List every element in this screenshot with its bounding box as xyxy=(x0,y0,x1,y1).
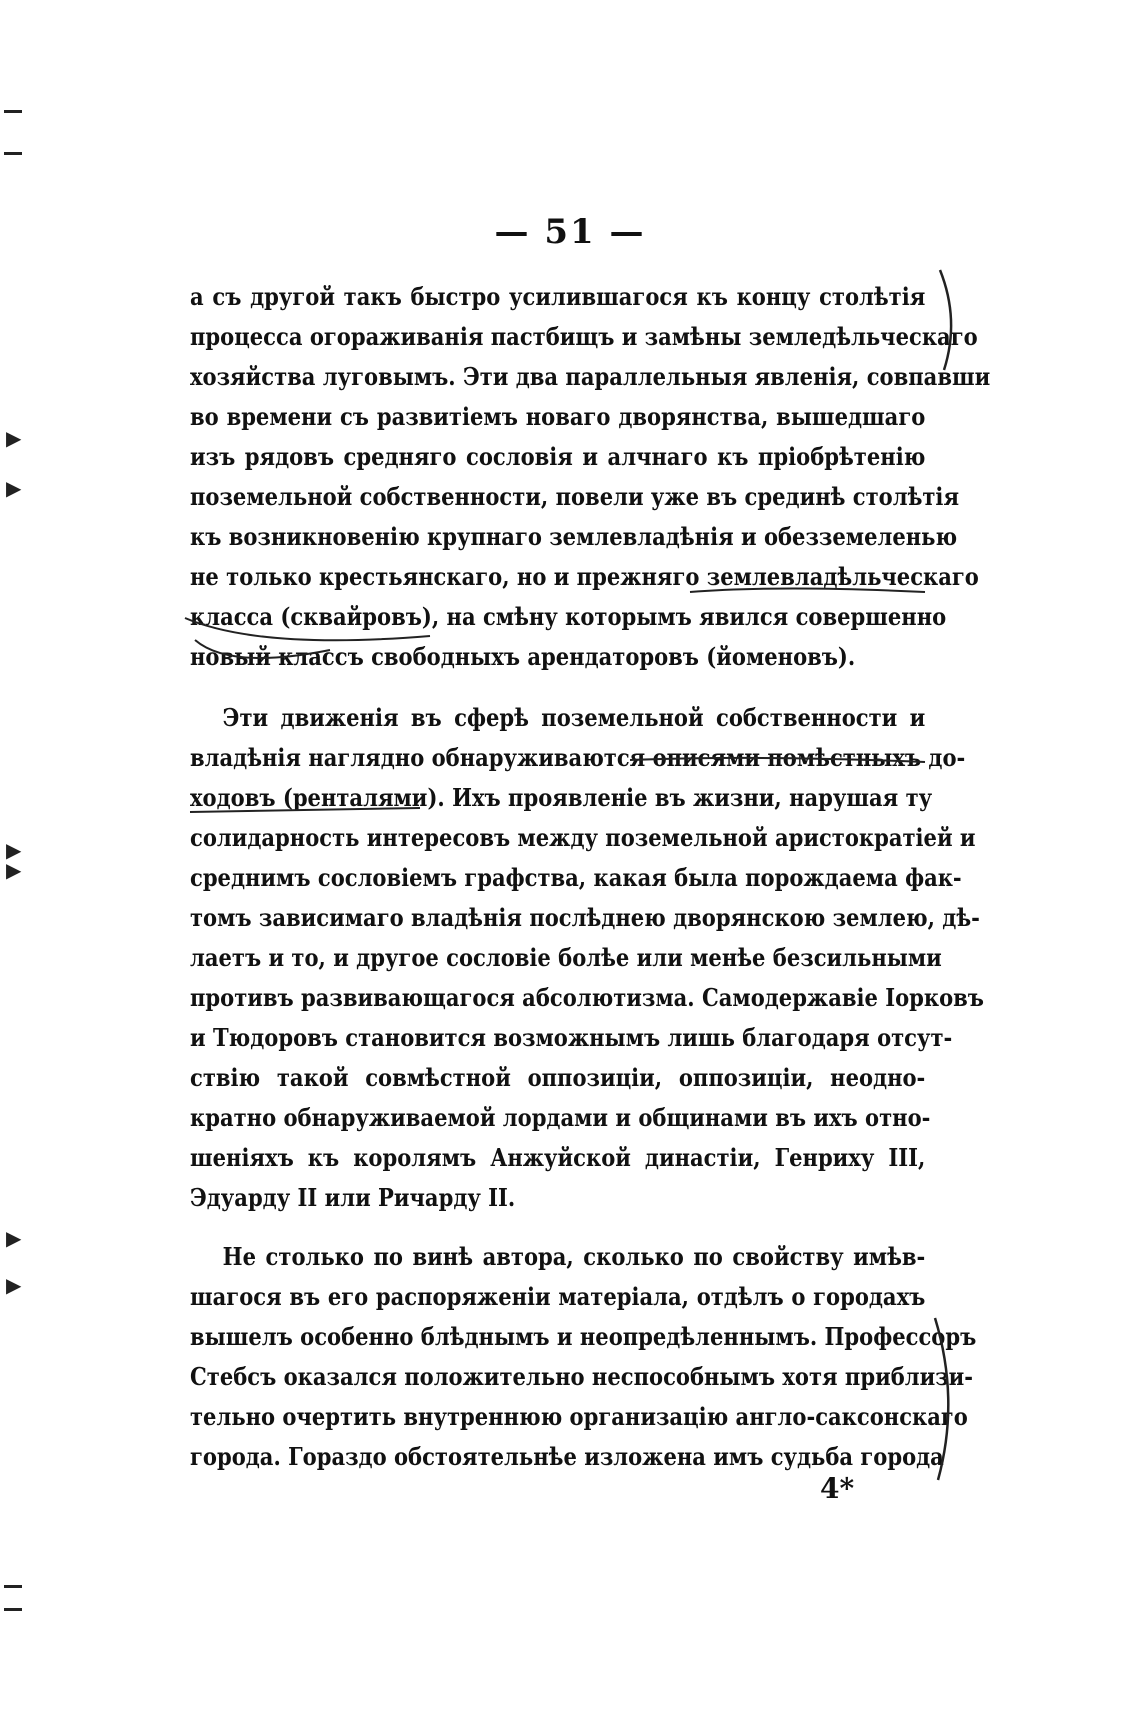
text-line: кратно обнаруживаемой лордами и общинами въ ихъ отно- xyxy=(190,1103,931,1132)
text-line: Эдуарду II или Ричарду II. xyxy=(190,1183,516,1212)
margin-arrow-icon: ▶ xyxy=(6,1226,22,1250)
margin-arrow-icon: ▶ xyxy=(6,838,22,862)
text-line: шеніяхъ къ королямъ Анжуйской династіи, Генриху III, xyxy=(190,1143,926,1172)
text-line: Не столько по винѣ автора, сколько по свойству имѣв- xyxy=(222,1242,926,1271)
text-line: изъ рядовъ средняго сословія и алчнаго къ пріобрѣтенію xyxy=(190,442,926,471)
signature-mark: 4* xyxy=(820,1472,855,1505)
text-line: поземельной собственности, повели уже въ срединѣ столѣтія xyxy=(190,482,960,511)
paragraph-3 xyxy=(190,1237,977,1477)
margin-mark xyxy=(4,1608,22,1611)
text-line: процесса огораживанія пастбищъ и замѣны земледѣльческаго xyxy=(190,322,978,351)
page-number: — 51 — xyxy=(494,212,646,252)
margin-arrow-icon: ▶ xyxy=(6,858,22,882)
text-line: томъ зависимаго владѣнія послѣднею дворянскою землею, дѣ- xyxy=(190,903,980,932)
text-line: хозяйства луговымъ. Эти два параллельныя явленія, совпавши xyxy=(190,362,991,391)
margin-mark xyxy=(4,1585,22,1588)
text-line: ствію такой совмѣстной оппозиціи, оппозиціи, неодно- xyxy=(190,1063,926,1092)
text-line: среднимъ сословіемъ графства, какая была порождаема фак- xyxy=(190,863,962,892)
text-line: ходовъ (ренталями). Ихъ проявленіе въ жизни, нарушая ту xyxy=(190,783,933,812)
text-line: къ возникновенію крупнаго землевладѣнія и обезземеленью xyxy=(190,522,958,551)
paragraph-2 xyxy=(190,698,984,1218)
text-line: города. Гораздо обстоятельнѣе изложена имъ судьба города xyxy=(190,1442,944,1471)
text-line: шагося въ его распоряженіи матеріала, отдѣлъ о городахъ xyxy=(190,1282,926,1311)
paragraph-1 xyxy=(190,277,991,677)
margin-arrow-icon: ▶ xyxy=(6,476,22,500)
text-line: Эти движенія въ сферѣ поземельной собственности и xyxy=(222,703,926,732)
text-line: тельно очертить внутреннюю организацію англо-саксонскаго xyxy=(190,1402,968,1431)
text-line: а съ другой такъ быстро усилившагося къ концу столѣтія xyxy=(190,282,926,311)
text-line: во времени съ развитіемъ новаго дворянства, вышедшаго xyxy=(190,402,926,431)
margin-mark xyxy=(4,152,22,155)
text-line: новый классъ свободныхъ арендаторовъ (йоменовъ). xyxy=(190,642,856,671)
margin-mark xyxy=(4,110,22,113)
text-line: вышелъ особенно блѣднымъ и неопредѣленнымъ. Профессоръ xyxy=(190,1322,977,1351)
margin-arrow-icon: ▶ xyxy=(6,426,22,450)
text-line: лаетъ и то, и другое сословіе болѣе или менѣе безсильными xyxy=(190,943,942,972)
text-line: и Тюдоровъ становится возможнымъ лишь благодаря отсут- xyxy=(190,1023,953,1052)
margin-arrow-icon: ▶ xyxy=(6,1273,22,1297)
text-line: Стебсъ оказался положительно неспособнымъ хотя приблизи- xyxy=(190,1362,974,1391)
text-line: солидарность интересовъ между поземельной аристократіей и xyxy=(190,823,976,852)
text-line: не только крестьянскаго, но и прежняго землевладѣльческаго xyxy=(190,562,979,591)
text-line: противъ развивающагося абсолютизма. Самодержавіе Іорковъ xyxy=(190,983,984,1012)
text-line: владѣнія наглядно обнаруживаются описями помѣстныхъ до- xyxy=(190,743,966,772)
text-line: класса (сквайровъ), на смѣну которымъ явился совершенно xyxy=(190,602,947,631)
pencil-bracket-mark xyxy=(940,270,951,370)
